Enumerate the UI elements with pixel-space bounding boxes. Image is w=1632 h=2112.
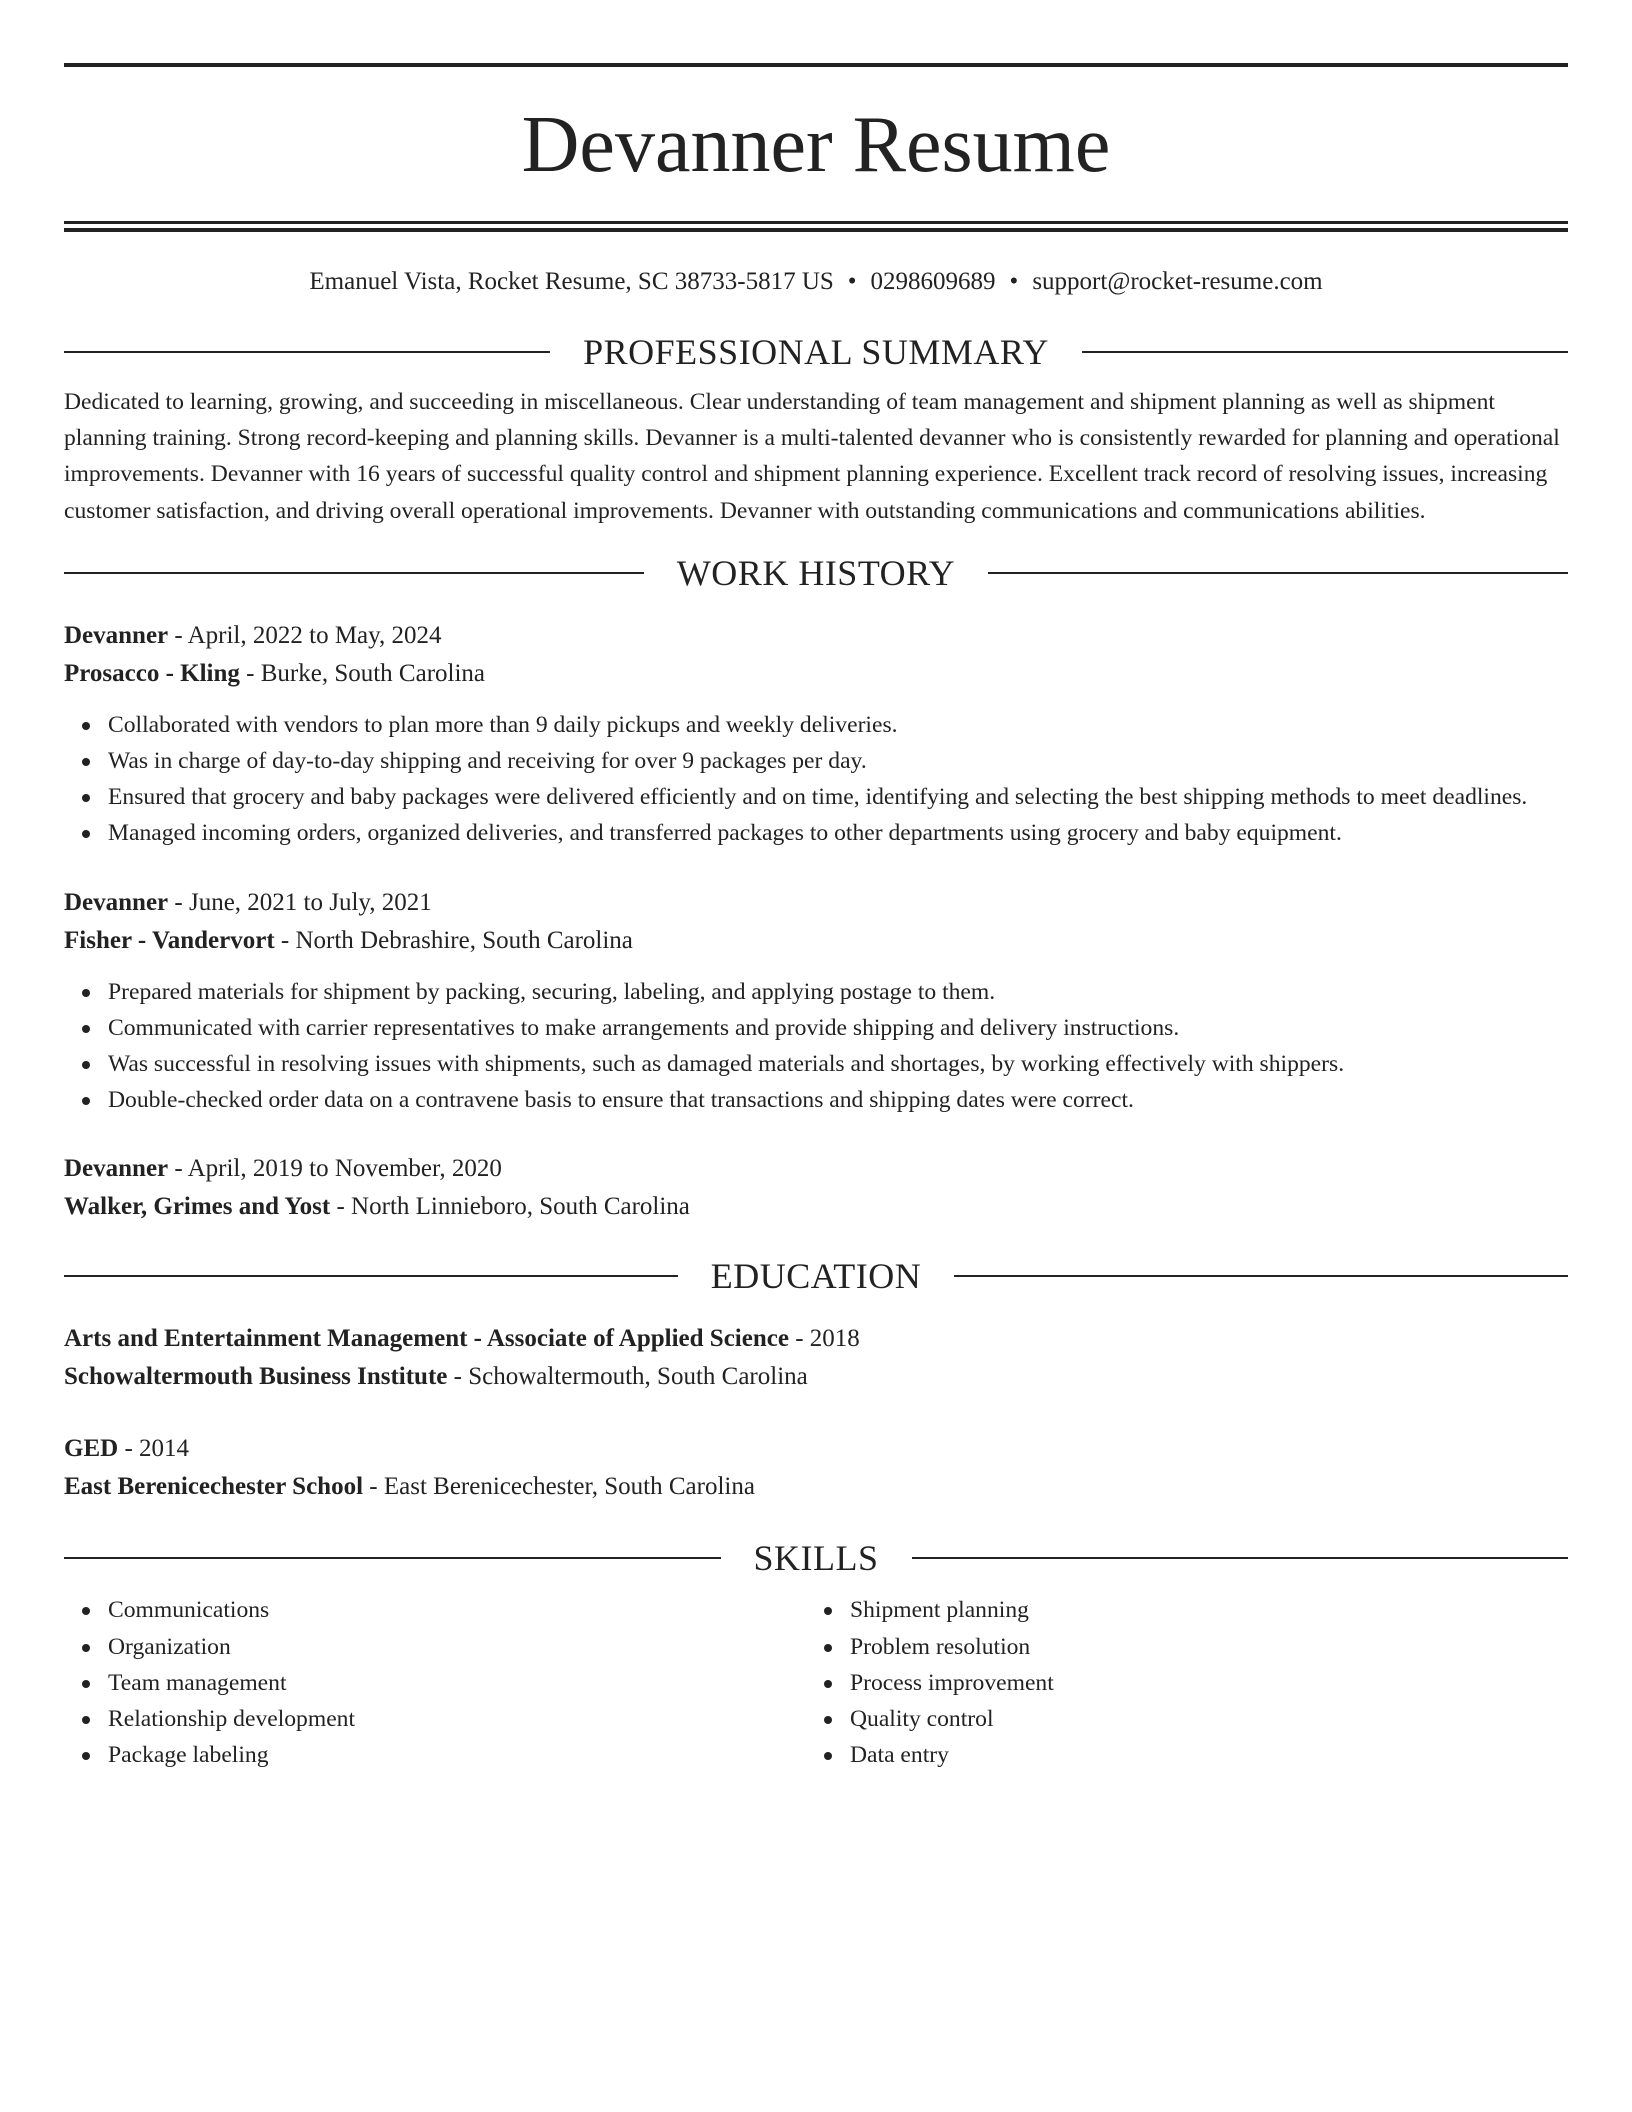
skill-item: Team management [108, 1665, 806, 1701]
skill-item: Data entry [850, 1737, 1568, 1773]
education-school-line [64, 1358, 1568, 1396]
contact-email: support@rocket-resume.com [1032, 268, 1323, 295]
summary-text: Dedicated to learning, growing, and succeeding in miscellaneous. Clear understanding of team management and shipment planning as well as shipment planning training. Strong record-keeping and planning skills. Devanner is a multi-talented devanner who is consistently rewarded for planning and operational improvements. Devanner with 16 years of successful quality control and shipment planning experience. Excellent track record of resolving issues, increasing customer satisfaction, and driving overall operational improvements. Devanner with outstanding communications and communications abilities. [64, 389, 1560, 524]
contact-separator: • [847, 268, 857, 295]
resume-title: Devanner Resume [521, 101, 1111, 189]
job-title: Devanner [64, 1155, 169, 1183]
education-year: - 2014 [118, 1435, 190, 1463]
skill-item: Organization [108, 1629, 806, 1665]
education-location: - East Berenicechester, South Carolina [363, 1473, 755, 1501]
job-entry-1 [64, 617, 1568, 852]
skills-heading: SKILLS [753, 1538, 879, 1579]
education-section-heading [64, 1256, 1568, 1296]
skill-item: Communications [108, 1592, 806, 1628]
job-bullets [64, 974, 1568, 1119]
heading-rule-left [64, 1557, 721, 1559]
job-bullet: Collaborated with vendors to plan more than 9 daily pickups and weekly deliveries. [108, 707, 1568, 743]
heading-rule-right [954, 1275, 1568, 1277]
education-school: Schowaltermouth Business Institute [64, 1363, 448, 1391]
skills-column-right [806, 1592, 1568, 1773]
top-rule [64, 63, 1568, 67]
heading-rule-left [64, 1275, 678, 1277]
heading-rule-right [1082, 351, 1568, 353]
job-dates: - June, 2021 to July, 2021 [168, 888, 432, 916]
job-title-line [64, 884, 1568, 922]
education-heading: EDUCATION [710, 1256, 922, 1297]
education-school: East Berenicechester School [64, 1473, 364, 1501]
job-bullet: Managed incoming orders, organized deliveries, and transferred packages to other departments using grocery and baby equipment. [108, 815, 1568, 851]
job-title-line [64, 1150, 1568, 1188]
heading-rule-right [912, 1557, 1569, 1559]
skills-bullets-right [806, 1592, 1568, 1773]
heading-rule-right [988, 572, 1568, 574]
job-bullet: Prepared materials for shipment by packing, securing, labeling, and applying postage to them. [108, 974, 1568, 1010]
job-company: Fisher - Vandervort [64, 926, 275, 954]
job-location: - North Debrashire, South Carolina [274, 926, 633, 954]
job-location: - North Linnieboro, South Carolina [330, 1193, 690, 1221]
heading-rule-left [64, 572, 644, 574]
education-degree: GED [64, 1435, 119, 1463]
job-bullet: Double-checked order data on a contravene basis to ensure that transactions and shipping dates were correct. [108, 1082, 1568, 1118]
skills-bullets-left [64, 1592, 806, 1773]
contact-address: Emanuel Vista, Rocket Resume, SC 38733-5817 US [309, 268, 834, 295]
skill-item: Package labeling [108, 1737, 806, 1773]
work-section-heading [64, 553, 1568, 593]
contact-phone: 0298609689 [870, 268, 996, 295]
skills-list [64, 1592, 1568, 1773]
work-heading: WORK HISTORY [676, 552, 956, 593]
job-title: Devanner [64, 888, 169, 916]
skill-item: Problem resolution [850, 1629, 1568, 1665]
job-bullet: Ensured that grocery and baby packages were delivered efficiently and on time, identifying and selecting the best shipping methods to meet deadlines. [108, 779, 1568, 815]
job-title-line [64, 617, 1568, 655]
job-company: Walker, Grimes and Yost [64, 1193, 331, 1221]
job-company-line [64, 1188, 1568, 1226]
job-location: - Burke, South Carolina [239, 659, 486, 687]
skill-item: Process improvement [850, 1665, 1568, 1701]
job-dates: - April, 2022 to May, 2024 [168, 621, 442, 649]
education-school-line [64, 1468, 1568, 1506]
job-bullet: Communicated with carrier representatives to make arrangements and provide shipping and delivery instructions. [108, 1010, 1568, 1046]
skills-column-left [64, 1592, 806, 1773]
job-company-line [64, 655, 1568, 693]
education-year: - 2018 [788, 1325, 860, 1353]
summary-section-heading [64, 332, 1568, 372]
job-bullets [64, 707, 1568, 852]
job-company-line [64, 922, 1568, 960]
job-bullet: Was successful in resolving issues with shipments, such as damaged materials and shortages, by working effectively with shippers. [108, 1046, 1568, 1082]
education-degree-line [64, 1430, 1568, 1468]
title-double-rule [64, 221, 1568, 232]
job-entry-2 [64, 884, 1568, 1119]
job-title: Devanner [64, 621, 169, 649]
education-entry-1 [64, 1320, 1568, 1396]
contact-line [64, 265, 1568, 299]
contact-separator: • [1009, 268, 1019, 295]
heading-rule-left [64, 351, 550, 353]
skill-item: Quality control [850, 1701, 1568, 1737]
job-bullet: Was in charge of day-to-day shipping and receiving for over 9 packages per day. [108, 743, 1568, 779]
skill-item: Relationship development [108, 1701, 806, 1737]
job-dates: - April, 2019 to November, 2020 [168, 1155, 502, 1183]
job-company: Prosacco - Kling [64, 659, 240, 687]
job-entry-3 [64, 1150, 1568, 1226]
education-degree-line [64, 1320, 1568, 1358]
summary-heading: PROFESSIONAL SUMMARY [583, 332, 1049, 372]
education-entry-2 [64, 1430, 1568, 1506]
education-degree: Arts and Entertainment Management - Associate of Applied Science [64, 1325, 789, 1353]
education-location: - Schowaltermouth, South Carolina [447, 1363, 808, 1391]
skills-section-heading [64, 1538, 1568, 1578]
skill-item: Shipment planning [850, 1592, 1568, 1628]
